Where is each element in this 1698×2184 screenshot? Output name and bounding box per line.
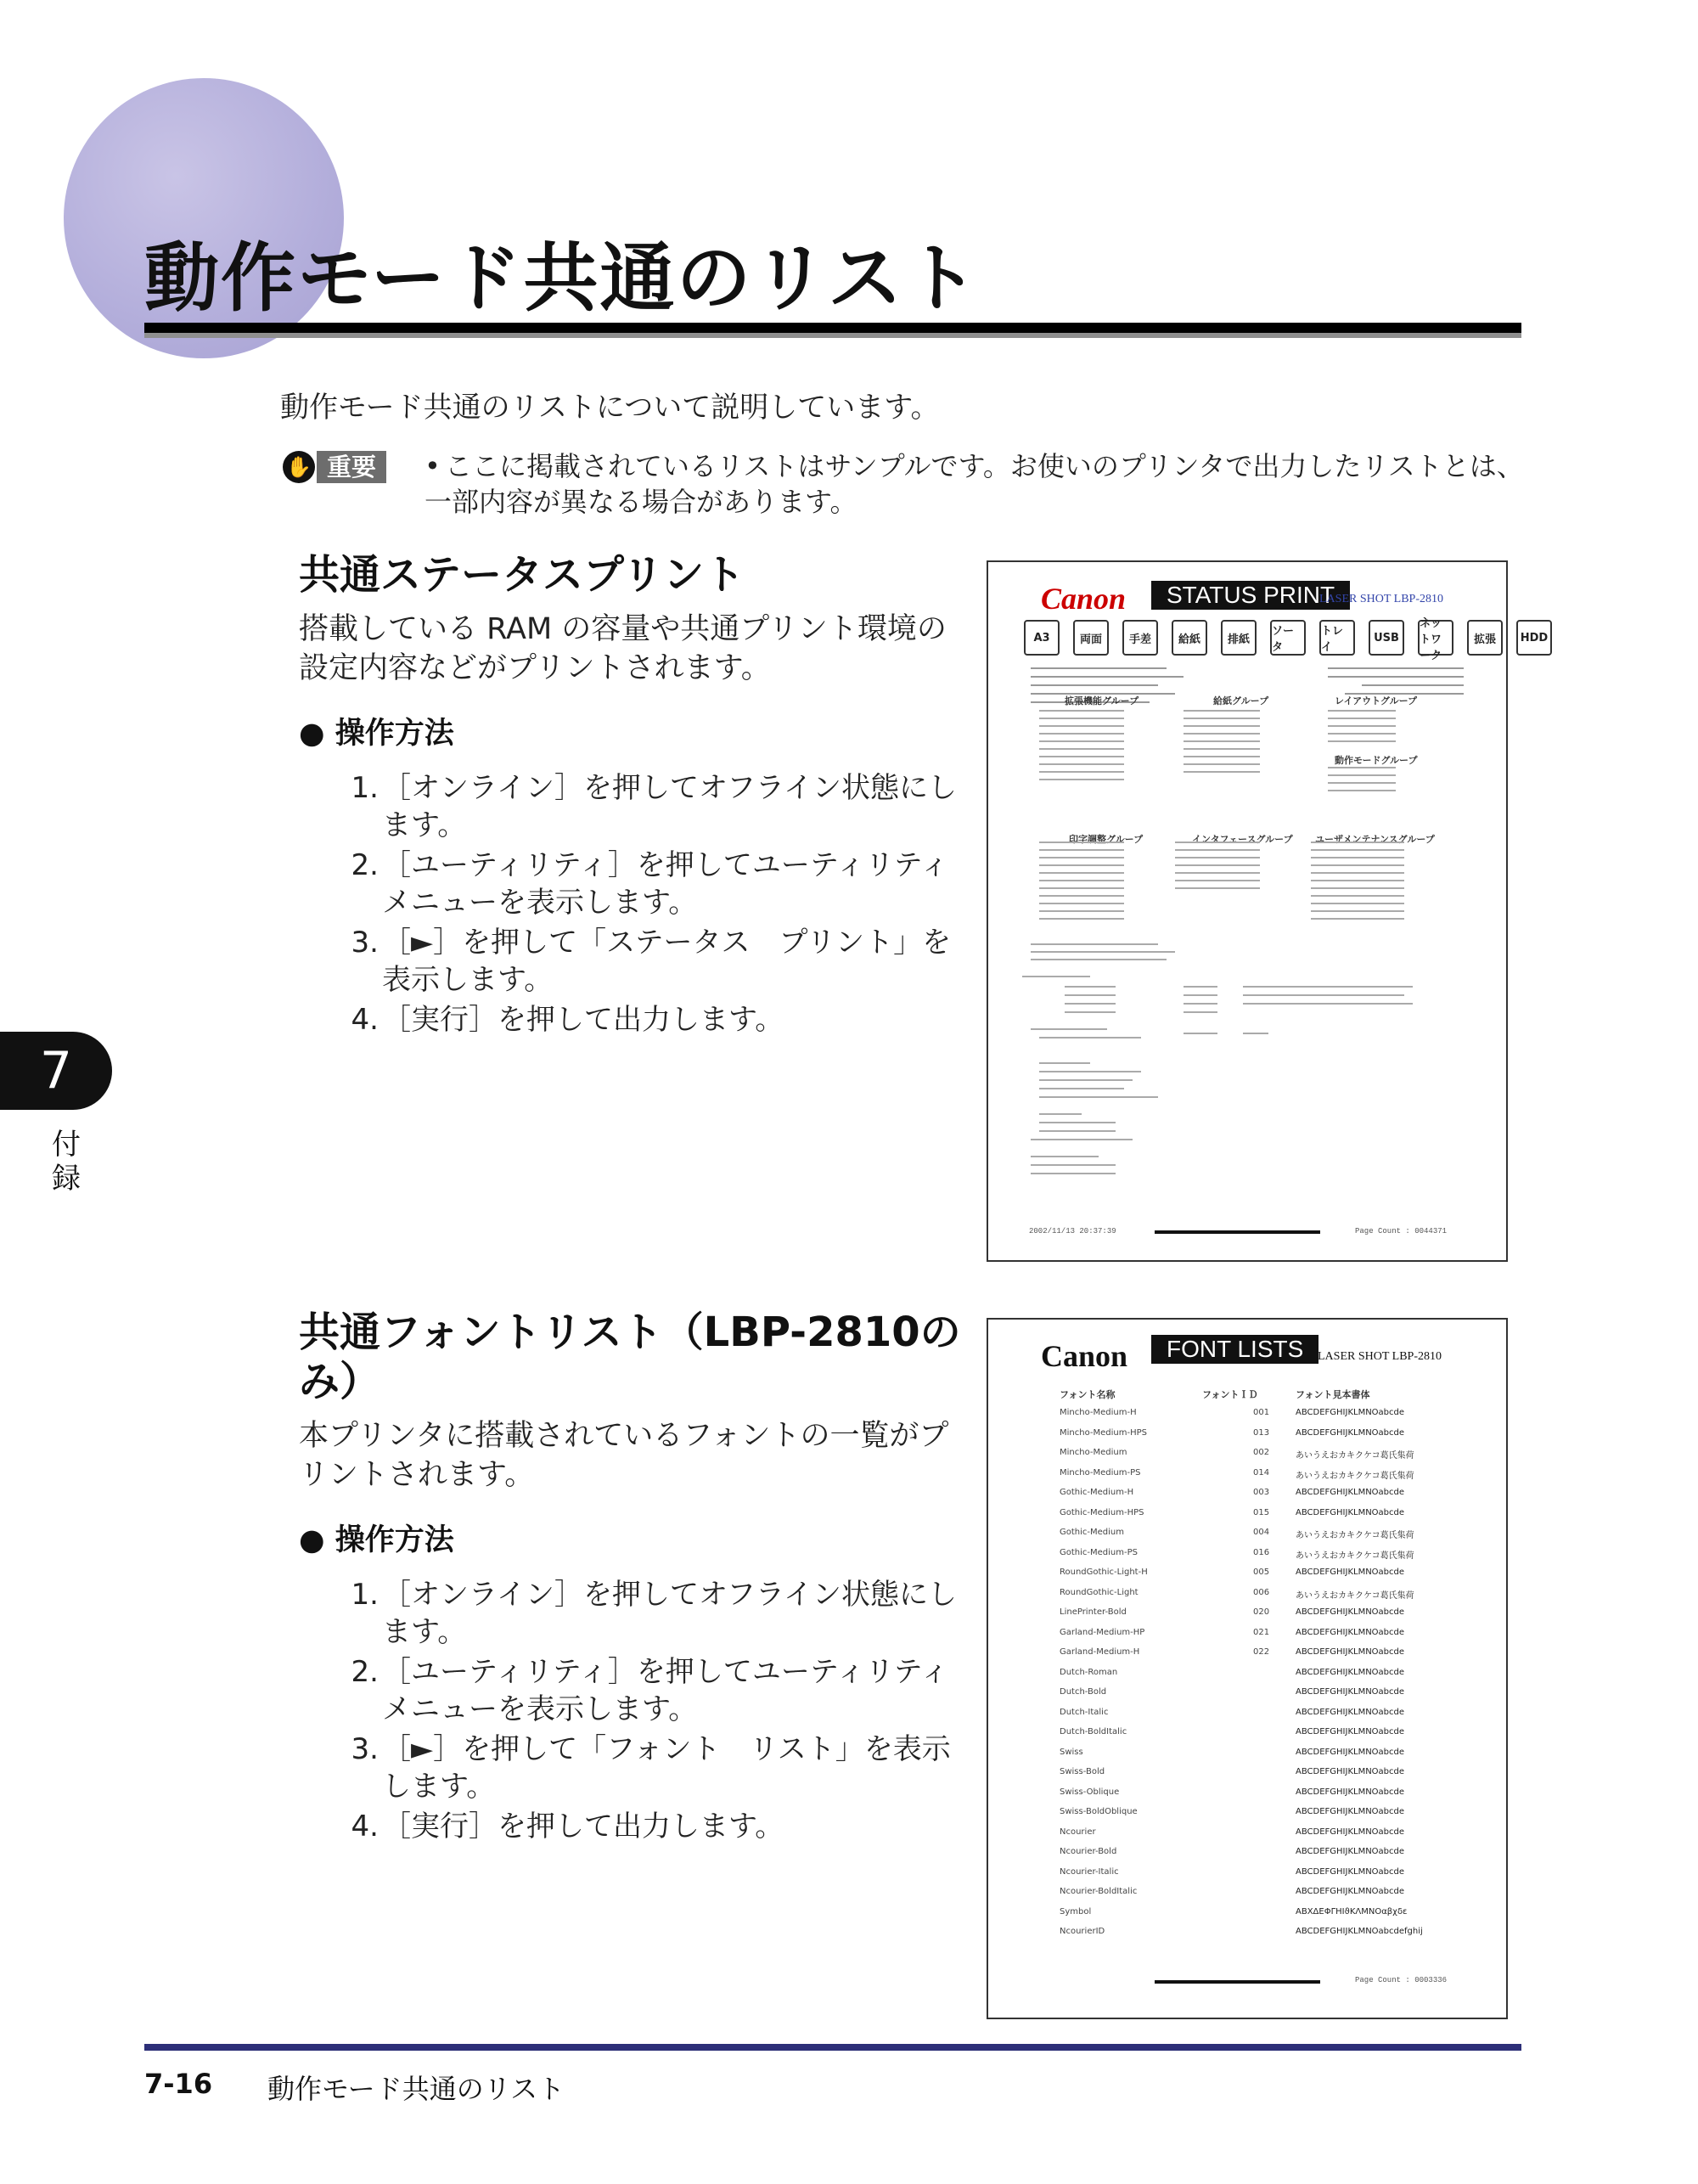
font-name: Gothic-Medium-PS [1060, 1547, 1138, 1557]
font-sample: ABCDEFGHIJKLMNOabcde [1296, 1747, 1405, 1757]
font-row [988, 1807, 1498, 1829]
font-row [988, 1727, 1498, 1749]
font-row [988, 1847, 1498, 1869]
status-version-lines [1022, 664, 1472, 683]
bullet-icon: • [424, 450, 441, 482]
step-item: 1. ［オンライン］を押してオフライン状態にします。 [351, 1578, 957, 1649]
step-item: 1. ［オンライン］を押してオフライン状態にします。 [351, 771, 957, 842]
font-name: Mincho-Medium-HPS [1060, 1427, 1147, 1438]
section-heading: 共通ステータスプリント [299, 551, 745, 599]
section-description: 搭載している RAM の容量や共通プリント環境の設定内容などがプリントされます。 [299, 612, 947, 685]
manual-feed-icon: 手差 [1122, 620, 1158, 656]
procedure-steps [351, 1576, 959, 1845]
status-print-page-count: Page Count : 0044371 [1355, 1227, 1448, 1236]
font-row [988, 1708, 1498, 1730]
font-sample: ΑΒΧΔΕΦΓΗΙϑΚΛΜΝΟαβχδε [1296, 1906, 1408, 1917]
font-name: RoundGothic-Light-H [1060, 1568, 1148, 1577]
step-item: 2. ［ユーティリティ］を押してユーティリティメニューを表示します。 [351, 848, 949, 920]
font-sample: ABCDEFGHIJKLMNOabcde [1296, 1568, 1405, 1577]
font-name: Swiss-BoldOblique [1060, 1807, 1138, 1816]
font-sample: あいうえおカキクケコ葛氏集荷 [1296, 1471, 1414, 1481]
group-heading: 給紙グループ [1213, 695, 1269, 706]
font-id: 015 [1253, 1507, 1270, 1517]
font-row [988, 1548, 1498, 1570]
font-id: 003 [1253, 1488, 1270, 1497]
status-print-sample [987, 560, 1549, 1262]
important-badge [283, 450, 386, 484]
font-name: Swiss [1060, 1747, 1083, 1757]
intro-text: 動作モード共通のリストについて説明しています。 [280, 391, 940, 425]
output-icon: 排紙 [1221, 620, 1257, 656]
font-list-title: FONT LISTS [1151, 1335, 1318, 1364]
font-id: 021 [1253, 1627, 1270, 1637]
font-name: Dutch-BoldItalic [1060, 1727, 1127, 1737]
font-name-header: フォント名称 [1060, 1389, 1116, 1400]
font-id: 002 [1253, 1448, 1270, 1457]
font-sample: あいうえおカキクケコ葛氏集荷 [1296, 1531, 1414, 1540]
font-sample: ABCDEFGHIJKLMNOabcde [1296, 1507, 1405, 1517]
section-status-print [299, 550, 961, 1041]
status-icons-row [1024, 616, 1552, 662]
status-print-bar [1155, 1230, 1320, 1234]
font-row [988, 1748, 1498, 1770]
font-row [988, 1647, 1498, 1669]
font-name: Swiss-Oblique [1060, 1787, 1120, 1797]
footer-page-number: 7-16 [144, 2068, 213, 2100]
font-sample: あいうえおカキクケコ葛氏集荷 [1296, 1551, 1414, 1561]
step-item: 3. ［►］を押して「フォント リスト」を表示します。 [351, 1732, 951, 1804]
font-name: NcourierID [1060, 1927, 1105, 1936]
status-print-date: 2002/11/13 20:37:39 [1029, 1227, 1116, 1236]
font-name: Swiss-Bold [1060, 1767, 1105, 1776]
font-row [988, 1668, 1498, 1690]
group-heading: インタフェースグループ [1192, 834, 1293, 845]
footer-title: 動作モード共通のリスト [267, 2073, 565, 2105]
step-item: 4. ［実行］を押して出力します。 [351, 1810, 784, 1843]
font-row [988, 1408, 1498, 1430]
font-list-model: LASER SHOT LBP-2810 [1318, 1350, 1442, 1363]
font-id: 014 [1253, 1467, 1270, 1478]
font-row [988, 1488, 1498, 1510]
font-row [988, 1787, 1498, 1810]
font-row [988, 1867, 1498, 1889]
font-id: 004 [1253, 1528, 1270, 1537]
font-name: Gothic-Medium-HPS [1060, 1507, 1144, 1517]
font-row [988, 1767, 1498, 1789]
font-name: Mincho-Medium-H [1060, 1408, 1137, 1417]
font-row [988, 1887, 1498, 1909]
font-id: 013 [1253, 1427, 1270, 1438]
font-list-page-count: Page Count : 0003336 [1355, 1976, 1448, 1984]
hdd-icon: HDD [1516, 620, 1552, 656]
font-name: Mincho-Medium-PS [1060, 1467, 1141, 1478]
font-name: Dutch-Italic [1060, 1707, 1109, 1717]
font-sample: ABCDEFGHIJKLMNOabcde [1296, 1827, 1405, 1837]
group-heading: レイアウトグループ [1335, 695, 1418, 706]
canon-logo: Canon [1041, 1339, 1128, 1373]
font-name: RoundGothic-Light [1060, 1587, 1139, 1597]
important-note [424, 448, 1528, 520]
font-sample: ABCDEFGHIJKLMNOabcde [1296, 1408, 1405, 1417]
font-name: Gothic-Medium-H [1060, 1488, 1134, 1497]
font-name: Dutch-Roman [1060, 1667, 1118, 1677]
font-table [988, 1408, 1506, 1951]
font-sample: ABCDEFGHIJKLMNOabcde [1296, 1488, 1405, 1497]
font-name: Ncourier-Italic [1060, 1866, 1119, 1877]
font-name: Mincho-Medium [1060, 1448, 1127, 1457]
font-id: 020 [1253, 1607, 1270, 1617]
font-sample: ABCDEFGHIJKLMNOabcde [1296, 1847, 1405, 1856]
step-item: 4. ［実行］を押して出力します。 [351, 1003, 784, 1037]
status-print-model: LASER SHOT LBP-2810 [1319, 593, 1443, 605]
font-row [988, 1907, 1498, 1929]
procedure-heading: ● 操作方法 [299, 1523, 454, 1557]
important-text: ここに掲載されているリストはサンプルです。お使いのプリンタで出力したリストとは、一部内容が異なる場合があります。 [424, 450, 1524, 518]
font-list-bar [1155, 1980, 1320, 1984]
footer-rule [144, 2044, 1521, 2051]
procedure-steps [351, 769, 959, 1039]
font-row [988, 1628, 1498, 1650]
font-list-sample [987, 1318, 1508, 2019]
font-row [988, 1428, 1498, 1450]
status-detail-lines [988, 706, 1506, 1182]
font-id: 022 [1253, 1647, 1270, 1657]
chapter-tab: 7 [0, 1032, 112, 1110]
title-rule [144, 323, 1521, 333]
group-heading: 拡張機能グループ [1065, 695, 1139, 706]
font-name: Ncourier [1060, 1827, 1096, 1837]
font-id: 006 [1253, 1587, 1270, 1597]
chapter-label: 付録 [52, 1128, 81, 1196]
font-row [988, 1448, 1498, 1470]
font-sample: ABCDEFGHIJKLMNOabcde [1296, 1887, 1405, 1896]
paper-feed-icon: 給紙 [1172, 620, 1207, 656]
font-name: Gothic-Medium [1060, 1528, 1124, 1537]
font-row [988, 1468, 1498, 1490]
font-sample: ABCDEFGHIJKLMNOabcde [1296, 1647, 1405, 1657]
font-sample: ABCDEFGHIJKLMNOabcde [1296, 1727, 1405, 1737]
font-name: Symbol [1060, 1906, 1092, 1917]
sorter-icon: ソータ [1270, 620, 1306, 656]
network-icon: ネットワーク [1418, 620, 1453, 656]
font-sample: ABCDEFGHIJKLMNOabcde [1296, 1667, 1405, 1677]
canon-logo: Canon [1041, 582, 1127, 616]
font-sample: ABCDEFGHIJKLMNOabcde [1296, 1767, 1405, 1776]
group-heading: 動作モードグループ [1335, 755, 1418, 766]
important-label: 重要 [317, 451, 386, 483]
font-name: LinePrinter-Bold [1060, 1607, 1127, 1617]
font-name: Dutch-Bold [1060, 1687, 1107, 1697]
font-sample: あいうえおカキクケコ葛氏集荷 [1296, 1590, 1414, 1601]
status-print-title: STATUS PRINT [1151, 581, 1350, 610]
font-name: Ncourier-Bold [1060, 1847, 1117, 1856]
tray-icon: トレイ [1319, 620, 1355, 656]
font-sample: ABCDEFGHIJKLMNOabcde [1296, 1687, 1405, 1697]
font-id: 001 [1253, 1408, 1270, 1417]
group-heading: 印字調整グループ [1069, 834, 1144, 845]
font-row [988, 1827, 1498, 1849]
step-item: 2. ［ユーティリティ］を押してユーティリティメニューを表示します。 [351, 1655, 949, 1726]
hand-stop-icon: ✋ [283, 451, 315, 483]
duplex-icon: 両面 [1073, 620, 1109, 656]
font-sample: ABCDEFGHIJKLMNOabcde [1296, 1807, 1405, 1816]
procedure-heading: ● 操作方法 [299, 717, 454, 751]
font-row [988, 1568, 1498, 1590]
expansion-icon: 拡張 [1467, 620, 1503, 656]
font-row [988, 1687, 1498, 1709]
font-name: Garland-Medium-H [1060, 1647, 1140, 1657]
title-rule-shadow [144, 333, 1521, 338]
font-row [988, 1588, 1498, 1610]
font-sample-header: フォント見本書体 [1296, 1389, 1370, 1400]
font-row [988, 1528, 1498, 1550]
font-sample: ABCDEFGHIJKLMNOabcde [1296, 1627, 1405, 1637]
font-sample: ABCDEFGHIJKLMNOabcde [1296, 1427, 1405, 1438]
font-sample: ABCDEFGHIJKLMNOabcde [1296, 1787, 1405, 1797]
font-name: Garland-Medium-HP [1060, 1627, 1145, 1637]
font-sample: ABCDEFGHIJKLMNOabcde [1296, 1866, 1405, 1877]
font-row [988, 1508, 1498, 1530]
font-id: 016 [1253, 1547, 1270, 1557]
font-sample: ABCDEFGHIJKLMNOabcde [1296, 1607, 1405, 1617]
font-sample: あいうえおカキクケコ葛氏集荷 [1296, 1451, 1414, 1461]
font-row [988, 1927, 1498, 1949]
font-id-header: フォントＩＤ [1202, 1389, 1258, 1400]
usb-icon: USB [1369, 620, 1404, 656]
font-name: Ncourier-BoldItalic [1060, 1887, 1138, 1896]
step-item: 3. ［►］を押して「ステータス プリント」を表示します。 [351, 926, 952, 997]
font-id: 005 [1253, 1568, 1270, 1577]
font-sample: ABCDEFGHIJKLMNOabcdefghij [1296, 1927, 1423, 1936]
a3-icon: A3 [1024, 620, 1060, 656]
font-sample: ABCDEFGHIJKLMNOabcde [1296, 1707, 1405, 1717]
group-heading: ユーザメンテナンスグループ [1315, 834, 1435, 845]
font-row [988, 1607, 1498, 1630]
page-title: 動作モード共通のリスト [144, 234, 981, 322]
section-font-list [299, 1308, 961, 1848]
section-description: 本プリンタに搭載されているフォントの一覧がプリントされます。 [299, 1419, 949, 1492]
section-heading: 共通フォントリスト（LBP-2810のみ） [299, 1309, 961, 1405]
